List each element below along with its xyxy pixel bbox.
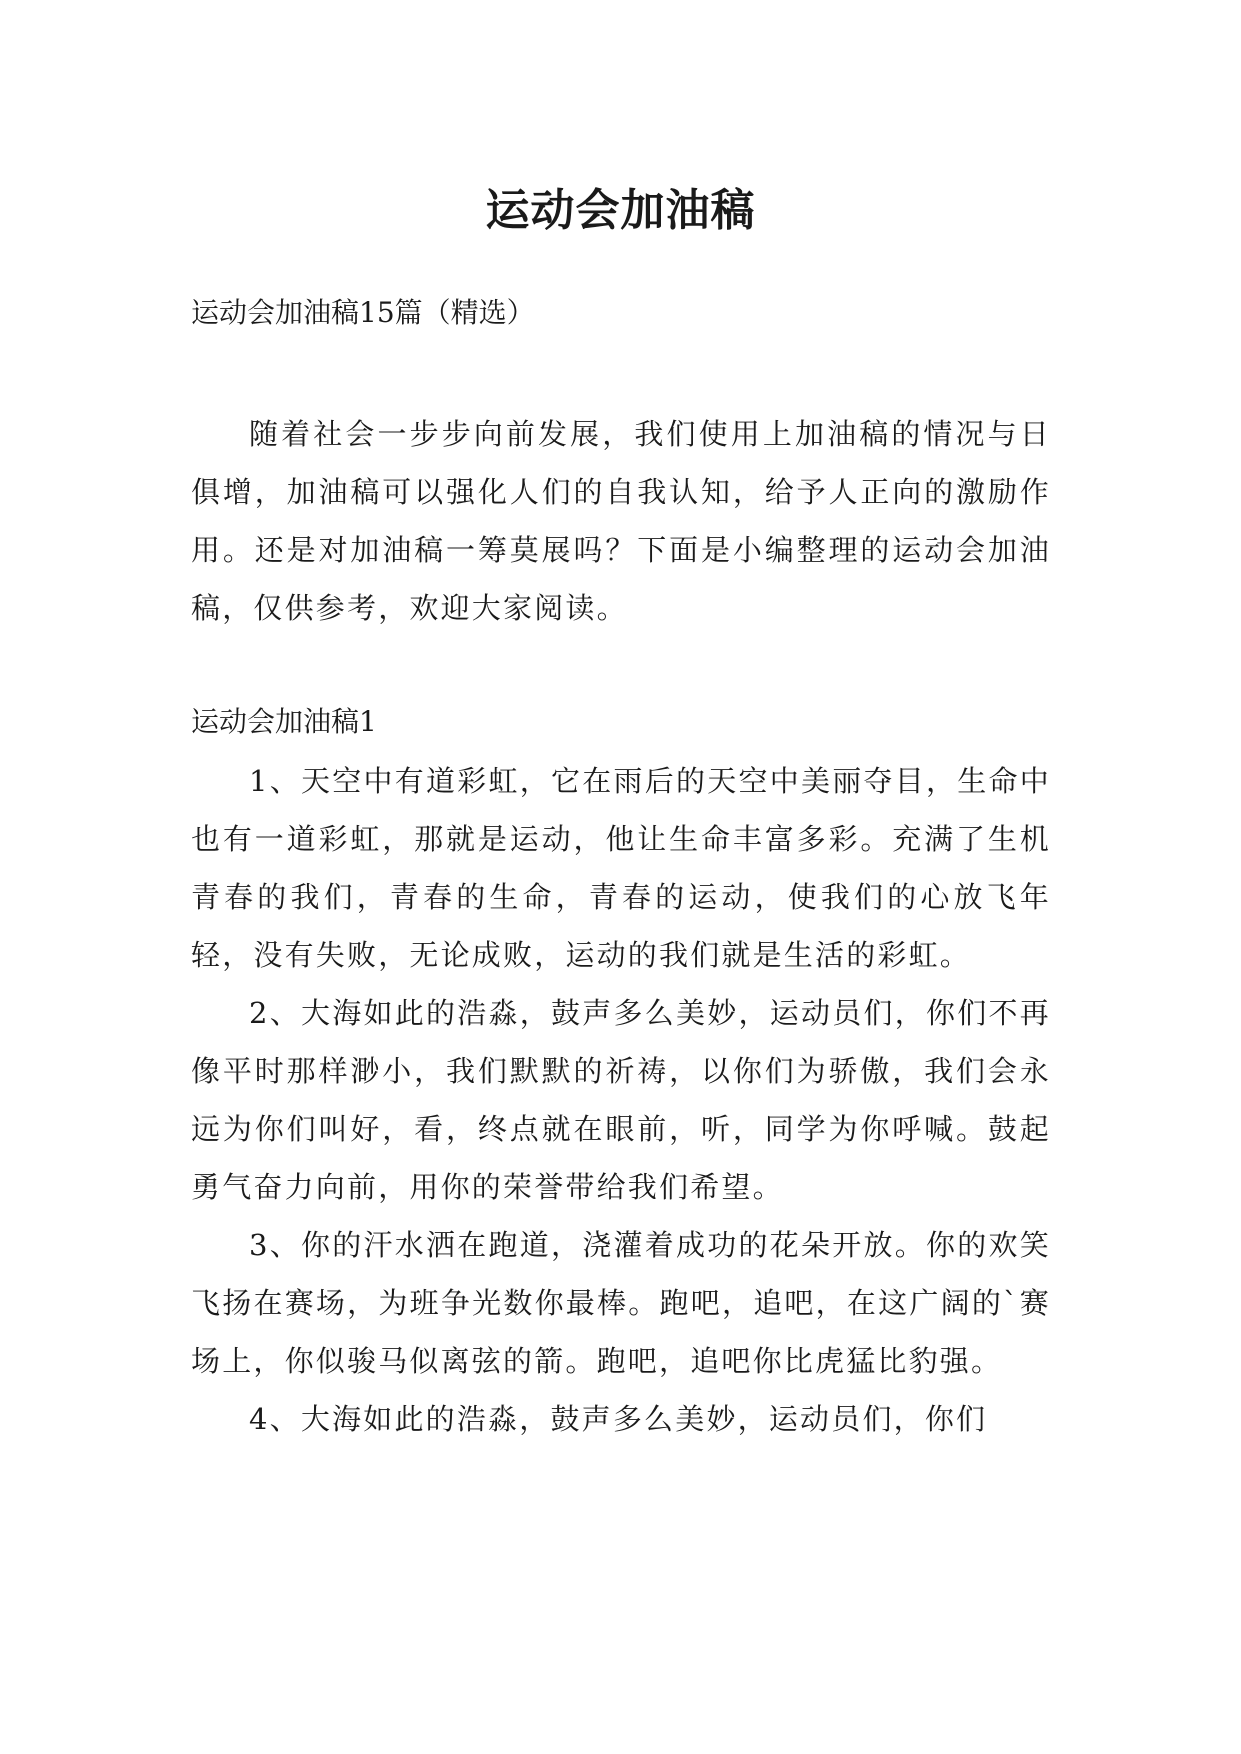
- cheer-paragraph-4: 4、大海如此的浩淼，鼓声多么美妙，运动员们，你们: [249, 1402, 988, 1436]
- document-subtitle: 运动会加油稿15篇（精选）: [191, 296, 535, 329]
- cheer-paragraph-2: 2、大海如此的浩淼，鼓声多么美妙，运动员们，你们不再像平时那样渺小，我们默默的祈祷，以你们为骄傲，我们会永远为你们叫好，看，终点就在眼前，听，同学为你呼喊。鼓起勇气奋力向前，用你的荣誉带给我们希望。: [191, 996, 1051, 1204]
- intro-section: [191, 405, 1051, 637]
- cheer-list: [191, 752, 1051, 1448]
- document-title: 运动会加油稿: [485, 185, 756, 237]
- section-heading: 运动会加油稿1: [191, 705, 377, 738]
- cheer-paragraph-1: 1、天空中有道彩虹，它在雨后的天空中美丽夺目，生命中也有一道彩虹，那就是运动，他让生命丰富多彩。充满了生机青春的我们，青春的生命，青春的运动，使我们的心放飞年轻，没有失败，无论成败，运动的我们就是生活的彩虹。: [191, 764, 1051, 972]
- cheer-paragraph-3: 3、你的汗水洒在跑道，浇灌着成功的花朵开放。你的欢笑飞扬在赛场，为班争光数你最棒。跑吧，追吧，在这广阔的`赛场上，你似骏马似离弦的箭。跑吧，追吧你比虎猛比豹强。: [191, 1228, 1051, 1378]
- intro-paragraph: 随着社会一步步向前发展，我们使用上加油稿的情况与日俱增，加油稿可以强化人们的自我认知，给予人正向的激励作用。还是对加油稿一筹莫展吗？下面是小编整理的运动会加油稿，仅供参考，欢迎大家阅读。: [191, 417, 1051, 625]
